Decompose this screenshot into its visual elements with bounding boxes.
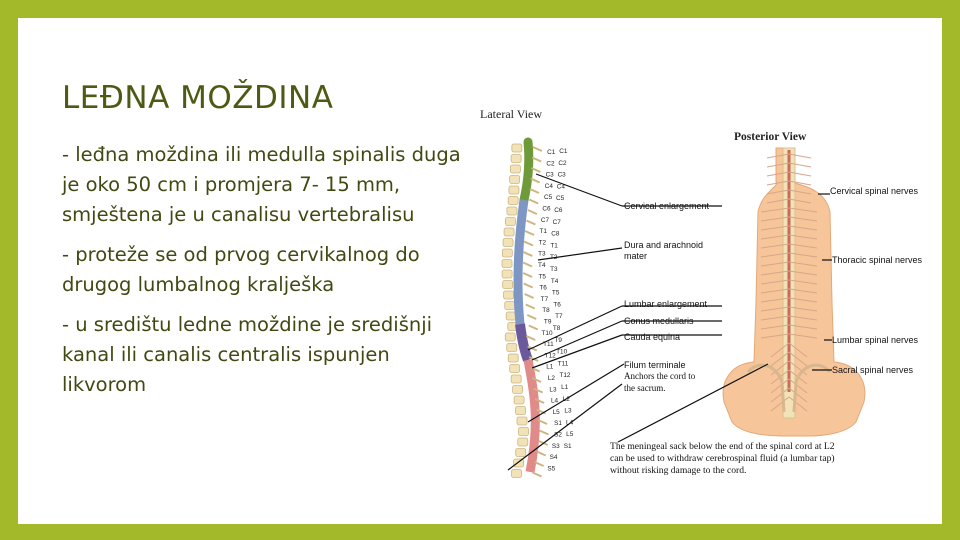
vertebra-label: C5 bbox=[543, 194, 553, 202]
vertebral-body bbox=[504, 228, 514, 236]
spinous-process bbox=[533, 473, 542, 477]
vertebra-label: C2 bbox=[546, 160, 555, 168]
vertebra-label: T12 bbox=[559, 372, 571, 380]
vertebra-label: T11 bbox=[557, 360, 569, 368]
vertebral-body bbox=[514, 459, 524, 467]
vertebra-label: L1 bbox=[546, 363, 554, 371]
vertebra-label: C3 bbox=[545, 171, 554, 179]
vertebra-label: S1 bbox=[563, 443, 572, 450]
sacral-cord-segment bbox=[528, 360, 535, 472]
slide-canvas bbox=[18, 18, 942, 524]
sacral-spinal-nerves-label: Sacral spinal nerves bbox=[832, 365, 914, 375]
vertebra-label: C1 bbox=[547, 149, 556, 156]
vertebral-body bbox=[512, 470, 522, 478]
vertebra-label: T6 bbox=[539, 284, 547, 292]
vertebral-body bbox=[509, 186, 519, 194]
spinous-process bbox=[529, 326, 538, 330]
lumbar-cord-segment bbox=[520, 324, 528, 360]
vertebra-label: S1 bbox=[554, 420, 562, 428]
spinous-process bbox=[537, 452, 546, 456]
vertebral-body bbox=[518, 438, 528, 446]
lumbar-enlargement-label: Lumbar enlargement bbox=[624, 299, 708, 309]
vertebra-label: S2 bbox=[554, 431, 562, 439]
filum-terminale-label: Filum terminale bbox=[624, 360, 686, 370]
vertebral-body bbox=[504, 291, 514, 299]
vertebra-label: T8 bbox=[552, 325, 561, 332]
vertebral-body bbox=[505, 302, 515, 310]
vertebra-label: T10 bbox=[541, 329, 553, 337]
vertebra-label: L4 bbox=[566, 419, 574, 427]
figure-caption bbox=[610, 441, 835, 476]
spinous-process bbox=[524, 284, 533, 288]
vertebra-label: T4 bbox=[550, 277, 559, 285]
vertebra-label: T2 bbox=[550, 254, 558, 262]
vertebra-label: T3 bbox=[550, 266, 558, 273]
spinous-process bbox=[523, 273, 532, 277]
spinous-process bbox=[526, 305, 535, 309]
vertebra-label: C4 bbox=[544, 182, 553, 190]
lumbar-spinal-nerves-label: Lumbar spinal nerves bbox=[832, 335, 919, 345]
spinous-process bbox=[533, 147, 542, 151]
vertebra-label: T7 bbox=[540, 295, 549, 303]
spinous-process bbox=[531, 179, 540, 183]
cervical-enlargement-label: Cervical enlargement bbox=[624, 201, 710, 211]
vertebra-label: C7 bbox=[552, 218, 561, 226]
lateral-view-label: Lateral View bbox=[480, 107, 543, 121]
cauda-equina-label: Cauda equina bbox=[624, 332, 681, 342]
vertebra-label: C6 bbox=[542, 205, 551, 213]
spinous-process bbox=[529, 200, 538, 204]
spinous-process bbox=[539, 431, 548, 435]
spinous-process bbox=[530, 189, 539, 193]
cervical-cord-segment bbox=[524, 142, 529, 200]
vertebral-body bbox=[502, 249, 512, 257]
vertebra-label: T4 bbox=[538, 262, 546, 269]
cervical-spinal-nerves-label: Cervical spinal nerves bbox=[830, 186, 919, 196]
thoracic-cord-segment bbox=[518, 200, 524, 324]
vertebra-label: C2 bbox=[558, 159, 567, 167]
spinal-cord-figure bbox=[458, 102, 938, 492]
vertebral-body bbox=[518, 428, 528, 436]
vertebra-label: T3 bbox=[538, 250, 546, 258]
vertebra-label: L5 bbox=[552, 408, 560, 416]
vertebral-body bbox=[505, 218, 515, 226]
vertebra-label: C8 bbox=[551, 230, 560, 238]
vertebral-body bbox=[511, 375, 521, 383]
vertebral-body bbox=[516, 407, 526, 415]
spinous-process bbox=[527, 315, 536, 319]
vertebra-label: T6 bbox=[553, 301, 561, 309]
vertebral-body bbox=[508, 197, 518, 205]
vertebral-body bbox=[510, 365, 520, 373]
vertebral-body bbox=[508, 354, 518, 362]
vertebra-label: T9 bbox=[554, 336, 562, 344]
spinal-cord-illustration bbox=[458, 102, 938, 492]
posterior-view-label: Posterior View bbox=[734, 131, 807, 143]
vertebral-body bbox=[511, 155, 521, 163]
vertebra-label: T8 bbox=[542, 307, 550, 315]
vertebra-label: L3 bbox=[564, 407, 572, 415]
vertebral-body bbox=[510, 176, 520, 184]
anchors-label-line2: the sacrum. bbox=[624, 383, 666, 393]
vertebra-label: C3 bbox=[557, 171, 566, 179]
callouts-right bbox=[830, 186, 923, 375]
vertebra-label: L3 bbox=[549, 386, 557, 394]
caption-line: The meningeal sack below the end of the spinal cord at L2 bbox=[610, 441, 835, 452]
slide-title: LEĐNA MOŽDINA bbox=[62, 80, 334, 116]
vertebra-label: L5 bbox=[566, 431, 574, 439]
vertebra-label: L4 bbox=[551, 397, 559, 405]
vertebral-body bbox=[516, 449, 526, 457]
vertebra-label: C1 bbox=[559, 148, 568, 155]
vertebra-labels-right bbox=[547, 148, 574, 450]
bullet-item: - leđna moždina ili medulla spinalis duga je oko 50 cm i promjera 7- 15 mm, smještena je u canalisu vertebralisu bbox=[62, 143, 461, 226]
callouts-middle bbox=[624, 201, 710, 393]
vertebra-label: L2 bbox=[547, 375, 555, 382]
spinous-process bbox=[526, 221, 535, 225]
vertebra-label: C6 bbox=[554, 207, 563, 214]
vertebral-body bbox=[505, 333, 515, 341]
vertebral-body bbox=[513, 386, 523, 394]
vertebral-body bbox=[503, 281, 513, 289]
vertebral-body bbox=[502, 270, 512, 278]
vertebra-label: T10 bbox=[556, 348, 568, 356]
vertebra-label: T12 bbox=[544, 352, 556, 360]
spinous-process bbox=[525, 231, 534, 235]
bullet-item: - u središtu ledne moždine je središnji kanal ili canalis centralis ispunjen likvorom bbox=[62, 313, 433, 396]
spinous-process bbox=[524, 242, 533, 246]
vertebra-label: T2 bbox=[538, 239, 547, 247]
vertebra-label: T5 bbox=[551, 289, 560, 297]
caption-line: without risking damage to the cord. bbox=[610, 465, 747, 476]
vertebral-body bbox=[507, 344, 517, 352]
vertebra-label: T7 bbox=[555, 313, 563, 321]
vertebral-body bbox=[514, 396, 524, 404]
vertebra-label: C5 bbox=[555, 195, 565, 203]
vertebral-body bbox=[512, 144, 522, 152]
vertebral-body bbox=[507, 207, 517, 215]
vertebra-label: T5 bbox=[538, 273, 546, 281]
vertebral-body bbox=[502, 260, 512, 268]
vertebra-label: C4 bbox=[556, 183, 565, 191]
vertebra-label: T9 bbox=[543, 318, 552, 326]
vertebra-label: C7 bbox=[540, 216, 550, 224]
caption-line: can be used to withdraw cerebrospinal fluid (a lumbar tap) bbox=[610, 453, 835, 464]
vertebra-label: L2 bbox=[562, 395, 570, 403]
spinous-process bbox=[528, 210, 537, 214]
spinous-process bbox=[525, 294, 534, 298]
conus-medullaris-label: Conus medullaris bbox=[624, 316, 694, 326]
dura-label-line2: mater bbox=[624, 251, 648, 261]
vertebra-label: S4 bbox=[549, 454, 558, 462]
spinous-process bbox=[523, 263, 532, 267]
vertebra-label: T1 bbox=[550, 242, 558, 250]
spinous-process bbox=[523, 252, 532, 256]
vertebra-label: L1 bbox=[561, 384, 569, 391]
vertebral-body bbox=[517, 417, 527, 425]
bullet-list bbox=[62, 140, 462, 410]
dura-label-line1: Dura and arachnoid bbox=[624, 240, 704, 250]
vertebral-body bbox=[503, 239, 513, 247]
anchors-label-line1: Anchors the cord to bbox=[624, 371, 696, 381]
vertebra-label: S5 bbox=[547, 465, 556, 473]
bullet-item: - proteže se od prvog cervikalnog do drugog lumbalnog kralješka bbox=[62, 243, 420, 296]
vertebral-body bbox=[510, 165, 520, 173]
vertebra-label: T11 bbox=[543, 341, 554, 349]
vertebra-label: T1 bbox=[539, 228, 548, 236]
thoracic-spinal-nerves-label: Thoracic spinal nerves bbox=[832, 255, 923, 265]
spinous-process bbox=[532, 158, 541, 162]
spinous-process bbox=[526, 336, 535, 340]
vertebra-label: S3 bbox=[551, 442, 560, 450]
